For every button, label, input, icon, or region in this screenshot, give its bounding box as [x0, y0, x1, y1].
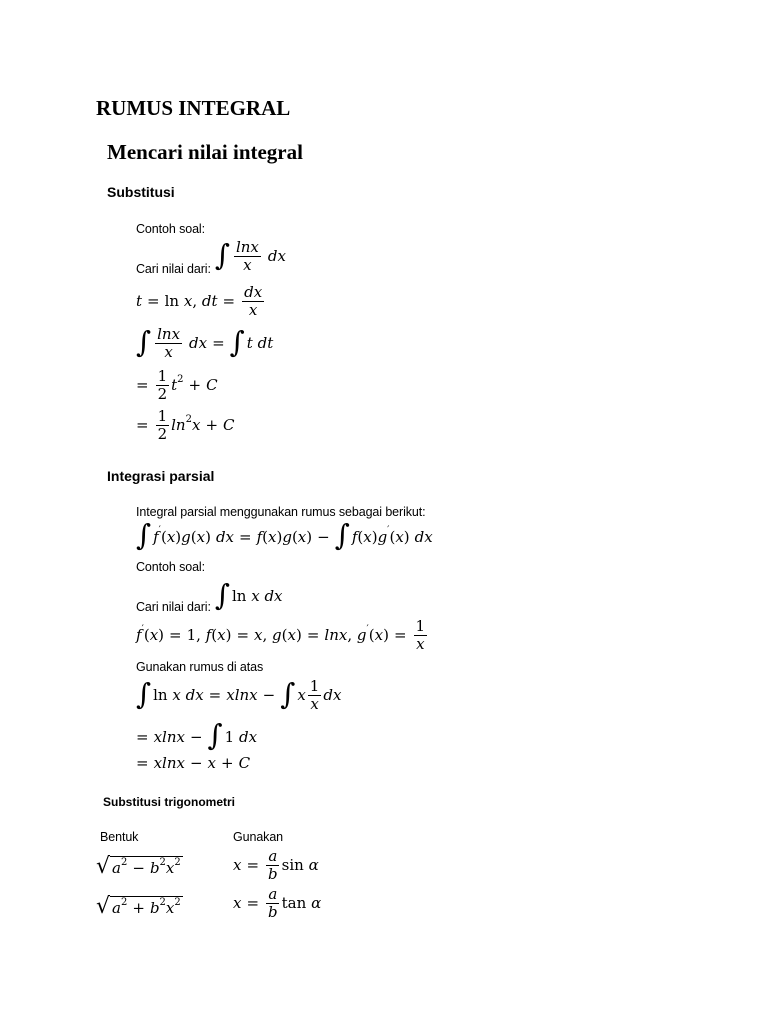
- substitusi-cari-label: Cari nilai dari:: [136, 262, 211, 276]
- trig-bentuk-1: √ a $^2$ − b $^2$ x $^2$: [96, 854, 181, 879]
- parsial-heading: Integrasi parsial: [107, 468, 215, 484]
- substitusi-step-1: t = ln x , dt = $\frac{dx}{x}$: [136, 283, 263, 319]
- trig-gunakan-1: x = $\frac{a}{b}$ sin α: [233, 847, 319, 883]
- substitusi-problem: Cari nilai dari: ∫ $\frac{\ln x}{x}$ dx: [136, 237, 286, 276]
- substitusi-step-4: = $\frac{1}{2}$ ln $^2$ x + C: [136, 407, 235, 443]
- parsial-step-2: = xlnx − ∫ 1 dx: [136, 718, 258, 752]
- parsial-formula: ∫ f ′ ( x ) g ( x ) dx = f ( x ) g ( x ) − ∫ f ( x ) g ′ ( x ) dx: [136, 518, 433, 552]
- trig-col-bentuk: Bentuk: [100, 830, 139, 844]
- parsial-gunakan-label: Gunakan rumus di atas: [136, 660, 264, 674]
- section-heading: Mencari nilai integral: [107, 140, 303, 164]
- parsial-cari-label: Cari nilai dari:: [136, 600, 211, 614]
- document-title: RUMUS INTEGRAL: [96, 96, 291, 120]
- substitusi-step-3: = $\frac{1}{2}$ t $^2$ + C: [136, 367, 218, 403]
- substitusi-heading: Substitusi: [107, 184, 175, 200]
- substitusi-step-2: ∫ $\frac{\ln x}{x}$ dx = ∫ t dt: [136, 324, 274, 361]
- parsial-intro: Integral parsial menggunakan rumus sebagai berikut:: [136, 505, 426, 519]
- parsial-definitions: f ′ ( x ) = 1 , f ( x ) = x , g ( x ) = lnx , g ′ ( x ) = $\frac{1}{x}$: [136, 617, 426, 653]
- trig-bentuk-2: √ a $^2$ + b $^2$ x $^2$: [96, 894, 181, 919]
- trig-heading: Substitusi trigonometri: [103, 795, 235, 809]
- parsial-contoh-label: Contoh soal:: [136, 560, 205, 574]
- substitusi-contoh-label: Contoh soal:: [136, 222, 205, 236]
- parsial-problem: Cari nilai dari: ∫ ln x dx: [136, 577, 283, 614]
- trig-col-gunakan: Gunakan: [233, 830, 284, 844]
- parsial-step-1: ∫ ln x dx = xlnx − ∫ x $\frac{1}{x}$ dx: [136, 676, 342, 713]
- trig-gunakan-2: x = $\frac{a}{b}$ tan α: [233, 885, 322, 921]
- parsial-step-3: = xlnx − x + C: [136, 754, 251, 772]
